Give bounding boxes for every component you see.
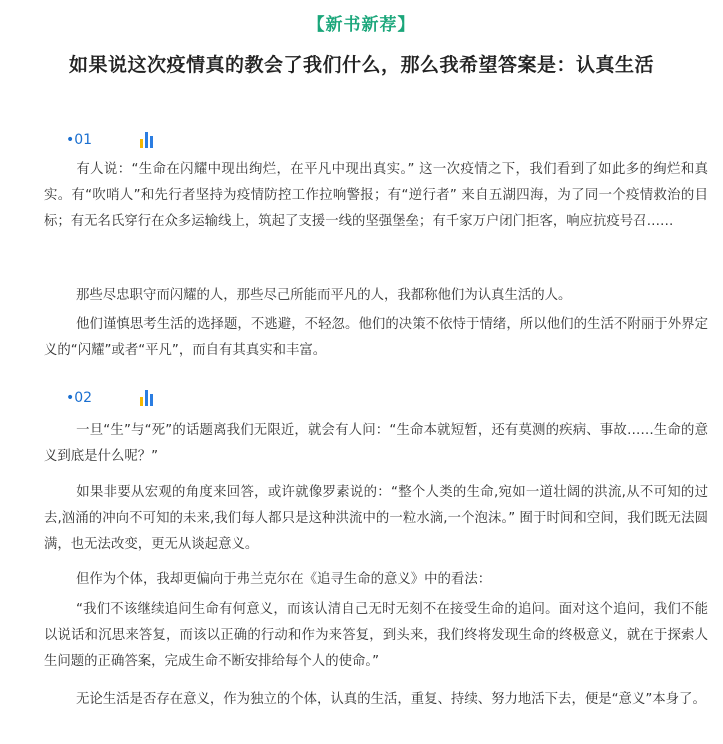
paragraph: 但作为个体，我却更偏向于弗兰克尔在《追寻生命的意义》中的看法：: [76, 572, 492, 587]
bar-chart-icon: [140, 132, 153, 148]
paragraph: 无论生活是否存在意义，作为独立的个体，认真的生活，重复、持续、努力地活下去，便是“意义”本身了。: [76, 692, 706, 707]
paragraph: 那些尽忠职守而闪耀的人，那些尽己所能而平凡的人，我都称他们为认真生活的人。: [76, 288, 572, 303]
section-number: •02: [66, 390, 93, 406]
paragraph: 他们谨慎思考生活的选择题，不逃避，不轻忽。他们的决策不依恃于情绪，所以他们的生活不附丽于外界定义的“闪耀”或者“平凡”，而自有其真实和丰富。: [44, 317, 708, 358]
section-heading-02: [66, 388, 153, 408]
paragraph: 一旦“生”与“死”的话题离我们无限近，就会有人问：“生命本就短暂，还有莫测的疾病、事故……生命的意义到底是什么呢？”: [44, 423, 708, 464]
section-heading-01: [66, 130, 153, 150]
column-tag: 【新书新荐】: [307, 15, 416, 35]
bar-chart-icon: [140, 390, 153, 406]
section-number: •01: [66, 132, 93, 148]
paragraph: 如果非要从宏观的角度来回答，或许就像罗素说的：“整个人类的生命,宛如一道壮阔的洪流,从不可知的过去,汹涌的冲向不可知的未来,我们每人都只是这种洪流中的一粒水滴,一个泡沫。” 囿于时间和空间，我们既无法圆满，也无法改变，更无从谈起意义。: [44, 485, 708, 552]
quote-paragraph: “我们不该继续追问生命有何意义，而该认清自己无时无刻不在接受生命的追问。面对这个追问，我们不能以说话和沉思来答复，而该以正确的行动和作为来答复，到头来，我们终将发现生命的终极意义，就在于探索人生问题的正确答案，完成生命不断安排给每个人的使命。”: [44, 602, 708, 669]
article-title: 如果说这次疫情真的教会了我们什么，那么我希望答案是：认真生活: [68, 54, 654, 76]
paragraph: 有人说：“生命在闪耀中现出绚烂，在平凡中现出真实。” 这一次疫情之下，我们看到了如此多的绚烂和真实。有“吹哨人”和先行者坚持为疫情防控工作拉响警报；有“逆行者” 来自五湖四海，为了同一个疫情救治的目标；有无名氏穿行在众多运输线上，筑起了支援一线的坚强堡垒；有千家万户闭门拒客，响应抗疫号召……: [44, 162, 708, 229]
